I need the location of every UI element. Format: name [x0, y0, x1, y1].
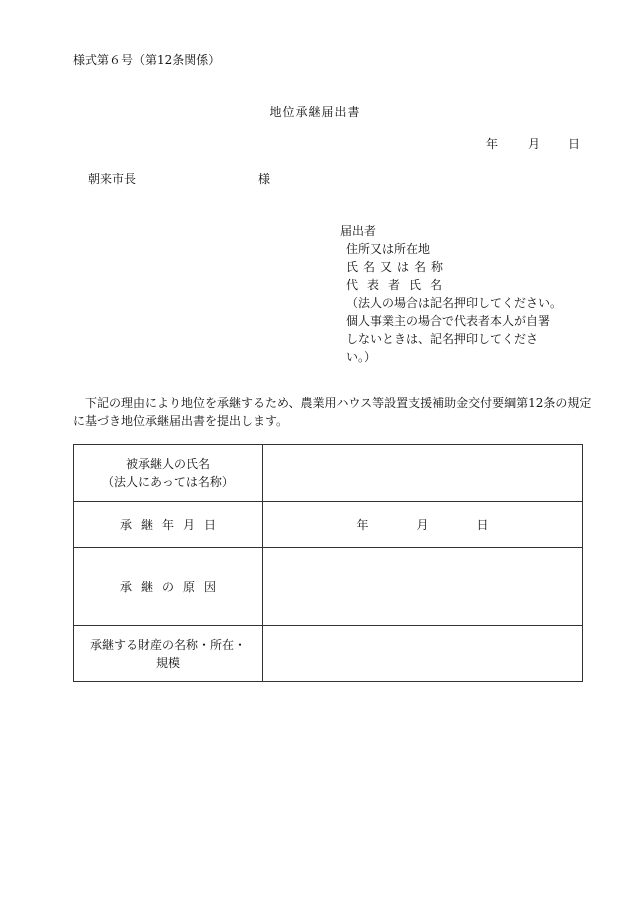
date-year-label: 年 — [486, 137, 499, 151]
predecessor-name-label — [74, 445, 263, 502]
succession-date-field[interactable] — [262, 502, 582, 548]
predecessor-name-label-line1: 被承継人の氏名 — [125, 457, 210, 471]
succession-cause-label-text: 承継の原因 — [119, 579, 225, 594]
statement-text: 下記の理由により地位を承継するため、農業用ハウス等設置支援補助金交付要綱第12条の規定に基づき地位承継届出書を提出します。 — [73, 396, 592, 428]
predecessor-name-label-line2: （法人にあっては名称） — [102, 475, 234, 489]
property-label-line2: 規模 — [155, 655, 180, 670]
date-month-label: 月 — [528, 137, 541, 151]
property-field[interactable] — [262, 626, 582, 682]
table-row — [74, 502, 583, 548]
applicant-note-line3: しないときは、記名押印してくださ — [346, 332, 539, 346]
applicant-block — [340, 222, 562, 366]
table-row — [74, 548, 583, 626]
succession-day-label: 日 — [476, 518, 489, 532]
date-day-label: 日 — [568, 137, 581, 151]
addressee-name: 朝来市長 — [88, 172, 137, 186]
applicant-note-line2: 個人事業主の場合で代表者本人が自署 — [346, 314, 551, 328]
document-title: 地位承継届出書 — [269, 105, 361, 119]
succession-cause-label — [74, 548, 263, 626]
form-number: 様式第６号（第12条関係） — [73, 53, 221, 67]
succession-year-label: 年 — [356, 518, 369, 532]
applicant-name-label: 氏名又は名称 — [346, 260, 449, 274]
applicant-address-label: 住所又は所在地 — [346, 242, 431, 256]
predecessor-name-field[interactable] — [262, 445, 582, 502]
table-row — [74, 626, 583, 682]
property-label-line1: 承継する財産の名称・所在・ — [89, 637, 246, 652]
applicant-note-line1: （法人の場合は記名押印してください。 — [346, 296, 563, 310]
property-label — [74, 626, 263, 682]
succession-cause-field[interactable] — [262, 548, 582, 626]
succession-date-label — [74, 502, 263, 548]
applicant-note-line4: い。） — [346, 350, 377, 364]
table-row — [74, 445, 583, 502]
succession-table — [73, 444, 583, 682]
succession-month-label: 月 — [416, 518, 429, 532]
succession-date-label-text: 承継年月日 — [119, 517, 225, 532]
applicant-heading: 届出者 — [340, 224, 377, 238]
addressee-honorific: 様 — [258, 172, 271, 186]
applicant-representative-label: 代表者氏名 — [346, 278, 452, 292]
